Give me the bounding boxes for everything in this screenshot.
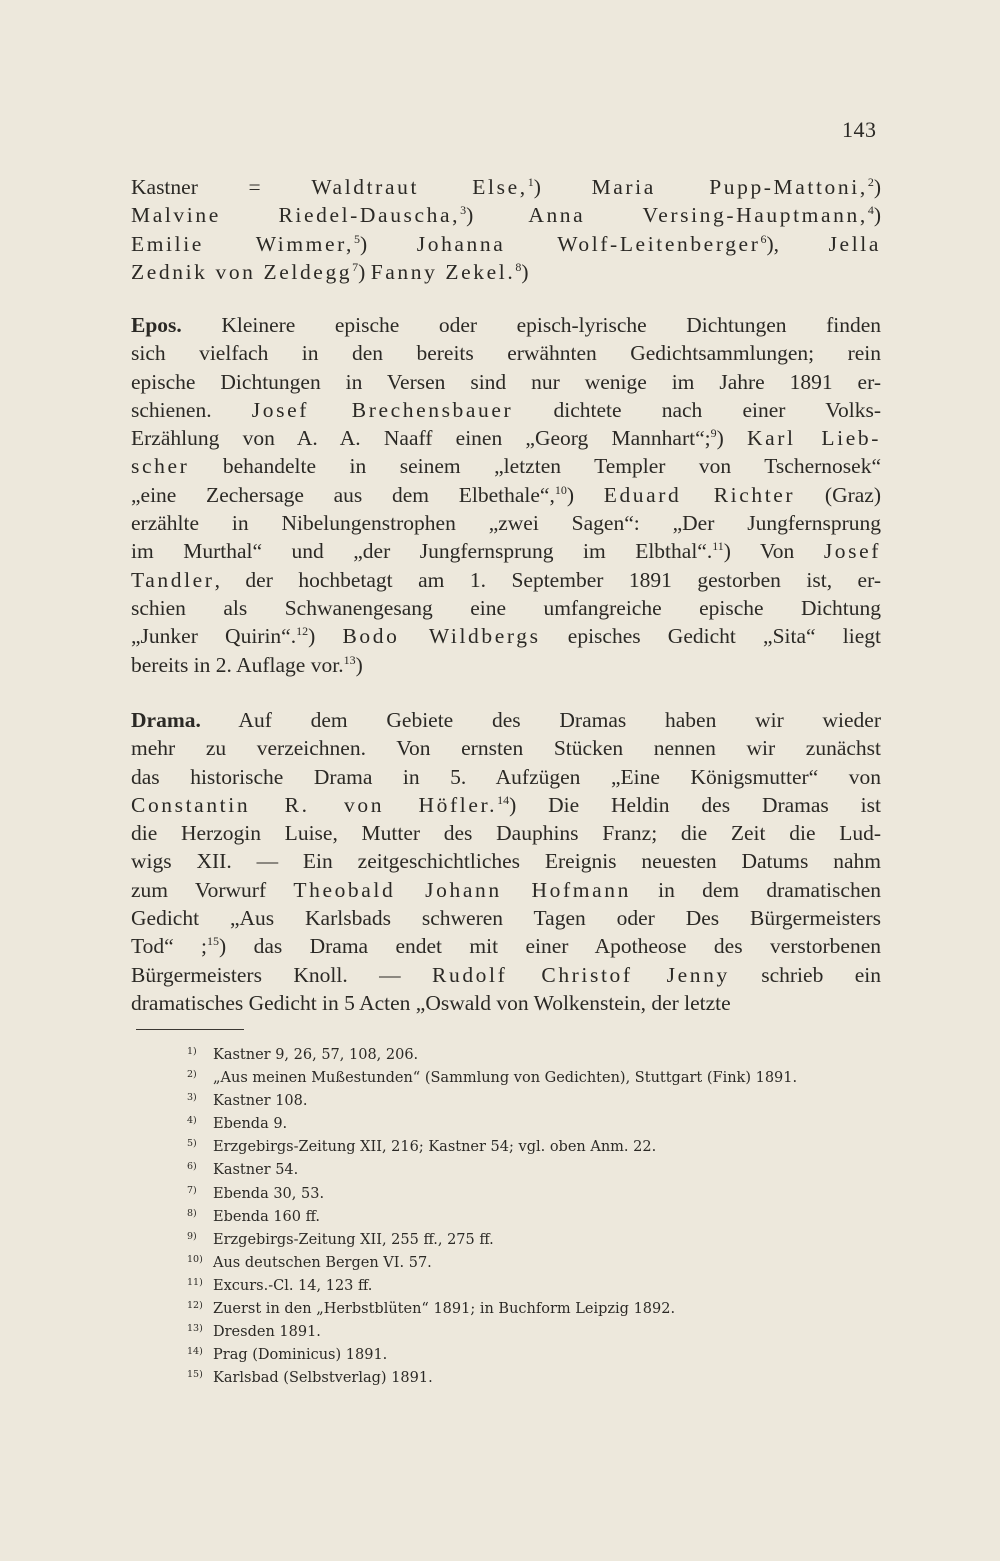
footnotes-list xyxy=(187,1044,907,1390)
footnote-text: Kastner 108. xyxy=(213,1093,308,1110)
footnote-ref: 14 xyxy=(497,792,510,807)
spaced-name: Waldtraut Else, xyxy=(311,175,528,199)
spaced-name: Tandler xyxy=(131,567,215,592)
text-run: wigs XII. — Ein zeitgeschichtliches Ereignis neuesten Datums nahm xyxy=(131,849,881,874)
footnote-text: Kastner 54. xyxy=(213,1162,299,1179)
spaced-name: Karl Lieb- xyxy=(747,426,881,451)
text-line xyxy=(131,989,881,1017)
text-run: epische Dichtungen in Versen sind nur wenige im Jahre 1891 er- xyxy=(131,369,881,394)
footnote-ref: 15 xyxy=(207,934,220,949)
text-run: Bürgermeisters Knoll. — xyxy=(131,962,433,987)
spaced-name: scher xyxy=(131,454,190,479)
text-run: ) xyxy=(466,203,529,228)
footnote-ref: 1 xyxy=(527,175,534,189)
text-run: in dem dramatischen xyxy=(630,877,881,902)
text-line xyxy=(131,509,881,537)
footnote-text: Prag (Dominicus) 1891. xyxy=(213,1347,388,1364)
text-run: schienen. xyxy=(131,397,252,422)
text-line xyxy=(131,904,881,932)
spaced-name: Jella xyxy=(828,231,881,256)
footnote-text: Erzgebirgs-Zeitung XII, 255 ff., 275 ff. xyxy=(213,1231,494,1248)
footnote-item: 2) „Aus meinen Mußestunden“ (Sammlung von Gedichten), Stuttgart (Fink) 1891. xyxy=(187,1069,798,1087)
footnote-ref: 12 xyxy=(296,624,309,639)
text-line xyxy=(131,961,881,989)
text-run: mehr zu verzeichnen. Von ernsten Stücken nennen wir zunächst xyxy=(131,736,881,761)
drama-paragraph xyxy=(131,706,881,1017)
text-run: ) xyxy=(533,175,592,199)
footnote-text: Dresden 1891. xyxy=(213,1324,321,1341)
footnote-item: 6) Kastner 54. xyxy=(187,1161,299,1179)
footnote-ref: 13 xyxy=(343,652,356,667)
text-line xyxy=(131,791,881,819)
text-line xyxy=(131,173,881,201)
footnote-item: 4) Ebenda 9. xyxy=(187,1115,288,1133)
footnote-ref: 9 xyxy=(710,426,717,441)
text-run: bereits in 2. Auflage vor. xyxy=(131,652,344,677)
spaced-name: Josef xyxy=(823,539,881,564)
section-heading: Drama. xyxy=(131,708,201,732)
text-run: Erzählung von A. A. Naaff einen „Georg Mannhart“; xyxy=(131,426,711,451)
text-line xyxy=(131,566,881,594)
text-run: Auf dem Gebiete des Dramas haben wir wieder xyxy=(200,708,881,732)
text-line xyxy=(131,258,881,286)
text-line xyxy=(131,876,881,904)
footnote-text: Ebenda 9. xyxy=(213,1116,288,1133)
text-line xyxy=(131,339,881,367)
text-line xyxy=(131,311,881,339)
footnote-text: Ebenda 30, 53. xyxy=(213,1185,325,1202)
spaced-name: Josef Brechensbauer xyxy=(251,397,514,422)
text-line xyxy=(131,537,881,565)
footnote-text: Zuerst in den „Herbstblüten“ 1891; in Buchform Leipzig 1892. xyxy=(213,1301,676,1318)
footnote-item: 9) Erzgebirgs-Zeitung XII, 255 ff., 275 ff. xyxy=(187,1230,494,1248)
text-run: ) das Drama endet mit einer Apotheose des verstorbenen xyxy=(219,934,881,959)
text-run: ) xyxy=(566,482,604,507)
page-number: 143 xyxy=(842,117,877,142)
footnote-text: Ebenda 160 ff. xyxy=(213,1208,321,1225)
footnote-text: Erzgebirgs-Zeitung XII, 216; Kastner 54; vgl. oben Anm. 22. xyxy=(213,1139,657,1156)
text-run: ) Von xyxy=(723,539,824,564)
text-line xyxy=(131,819,881,847)
text-run: zum Vorwurf xyxy=(131,877,294,902)
spaced-name: Constantin R. von Höfler. xyxy=(131,792,498,817)
footnote-ref: 8 xyxy=(515,259,522,274)
text-run: (Graz) xyxy=(795,482,882,507)
text-line xyxy=(131,201,881,229)
footnote-item: 1) Kastner 9, 26, 57, 108, 206. xyxy=(187,1046,419,1063)
text-line xyxy=(131,706,881,734)
spaced-name: Eduard Richter xyxy=(603,482,796,507)
text-run: erzählte in Nibelungenstrophen „zwei Sagen“: „Der Jungfernsprung xyxy=(131,511,881,536)
footnote-item: 11) Excurs.-Cl. 14, 123 ff. xyxy=(187,1276,373,1294)
footnote-ref: 3 xyxy=(460,203,467,218)
text-run: ) xyxy=(358,259,371,284)
text-run: schien als Schwanengesang eine umfangreiche epische Dichtung xyxy=(131,595,881,620)
text-run: sich vielfach in den bereits erwähnten Gedichtsammlungen; rein xyxy=(131,341,881,366)
text-run: im Murthal“ und „der Jungfernsprung im Elbthal“. xyxy=(131,539,713,564)
text-run: ) xyxy=(716,426,748,451)
text-line xyxy=(131,424,881,452)
names-paragraph xyxy=(131,173,881,286)
footnote-ref: 11 xyxy=(712,539,724,554)
text-run: dramatisches Gedicht in 5 Acten „Oswald von Wolkenstein, der letzte xyxy=(131,990,731,1015)
spaced-name: Theobald Johann Hofmann xyxy=(293,877,631,902)
spaced-name: Rudolf Christof Jenny xyxy=(432,962,730,987)
footnote-item: 8) Ebenda 160 ff. xyxy=(187,1207,321,1225)
footnote-text: „Aus meinen Mußestunden“ (Sammlung von Gedichten), Stuttgart (Fink) 1891. xyxy=(213,1070,798,1087)
text-run: die Herzogin Luise, Mutter des Dauphins Franz; die Zeit die Lud- xyxy=(131,821,881,846)
text-run: episches Gedicht „Sita“ liegt xyxy=(540,624,881,649)
text-run: ) xyxy=(308,624,343,649)
text-run: das historische Drama in 5. Aufzügen „Eine Königsmutter“ von xyxy=(131,764,881,789)
text-line xyxy=(131,847,881,875)
section-heading: Epos. xyxy=(131,313,182,337)
spaced-name: Zednik von Zeldegg xyxy=(131,259,353,284)
text-run: Gedicht „Aus Karlsbads schweren Tagen oder Des Bürgermeisters xyxy=(131,906,881,931)
spaced-name: Fanny Zekel. xyxy=(370,259,516,284)
spaced-name: Malvine Riedel-Dauscha, xyxy=(131,203,461,228)
text-run: „Junker Quirin“. xyxy=(131,624,297,649)
text-run: ) xyxy=(521,259,529,284)
text-run: ) xyxy=(355,652,363,677)
footnote-item: 7) Ebenda 30, 53. xyxy=(187,1184,325,1202)
text-line xyxy=(131,481,881,509)
footnote-text: Kastner 9, 26, 57, 108, 206. xyxy=(213,1047,419,1063)
spaced-name: Emilie Wimmer, xyxy=(131,231,354,256)
text-run: Tod“ ; xyxy=(131,934,208,959)
text-run: ) xyxy=(873,203,881,228)
text-line xyxy=(131,594,881,622)
text-line xyxy=(131,622,881,650)
text-run: , der hochbetagt am 1. September 1891 gestorben ist, er- xyxy=(214,567,881,592)
text-run: Kleinere epische oder episch-lyrische Dichtungen finden xyxy=(181,313,881,337)
footnote-ref: 10 xyxy=(554,482,567,497)
footnote-item: 5) Erzgebirgs-Zeitung XII, 216; Kastner 54; vgl. oben Anm. 22. xyxy=(187,1138,657,1156)
footnote-item: 3) Kastner 108. xyxy=(187,1092,308,1110)
footnote-ref: 6 xyxy=(760,231,767,246)
footnote-ref: 2 xyxy=(867,175,874,189)
footnote-item: 12) Zuerst in den „Herbstblüten“ 1891; in Buchform Leipzig 1892. xyxy=(187,1300,676,1318)
text-run: ) xyxy=(360,231,417,256)
text-run: „eine Zechersage aus dem Elbethale“, xyxy=(131,482,555,507)
spaced-name: Johanna Wolf-Leitenberger xyxy=(416,231,761,256)
footnote-text: Karlsbad (Selbstverlag) 1891. xyxy=(213,1370,433,1387)
footnote-item: 14) Prag (Dominicus) 1891. xyxy=(187,1346,388,1364)
text-line xyxy=(131,763,881,791)
footnote-ref: 5 xyxy=(354,231,360,246)
spaced-name: Bodo Wildbergs xyxy=(342,624,541,649)
footnote-item: 15) Karlsbad (Selbstverlag) 1891. xyxy=(187,1369,433,1387)
footnote-item: 10) Aus deutschen Bergen VI. 57. xyxy=(187,1253,432,1271)
footnote-item: 13) Dresden 1891. xyxy=(187,1323,321,1341)
text-run: schrieb ein xyxy=(729,962,881,987)
text-run: ) xyxy=(873,175,881,199)
text-run: dichtete nach einer Volks- xyxy=(513,397,881,422)
text-run: ) Die Heldin des Dramas ist xyxy=(509,792,881,817)
text-line xyxy=(131,368,881,396)
text-run: Kastner = xyxy=(131,175,312,199)
footnote-divider xyxy=(136,1029,244,1030)
text-line xyxy=(131,452,881,480)
text-line xyxy=(131,932,881,960)
text-run: ), xyxy=(766,231,829,256)
spaced-name: Maria Pupp-Mattoni, xyxy=(591,175,868,199)
text-run: behandelte in seinem „letzten Templer von Tschernosek“ xyxy=(189,454,881,479)
epos-paragraph xyxy=(131,311,881,679)
footnote-text: Aus deutschen Bergen VI. 57. xyxy=(213,1254,432,1271)
spaced-name: Anna Versing-Hauptmann, xyxy=(528,203,868,228)
text-line xyxy=(131,396,881,424)
footnote-text: Excurs.-Cl. 14, 123 ff. xyxy=(213,1277,373,1294)
text-line xyxy=(131,651,881,679)
footnote-ref: 7 xyxy=(352,259,359,274)
text-line xyxy=(131,230,881,258)
text-line xyxy=(131,734,881,762)
footnote-ref: 4 xyxy=(867,203,874,218)
